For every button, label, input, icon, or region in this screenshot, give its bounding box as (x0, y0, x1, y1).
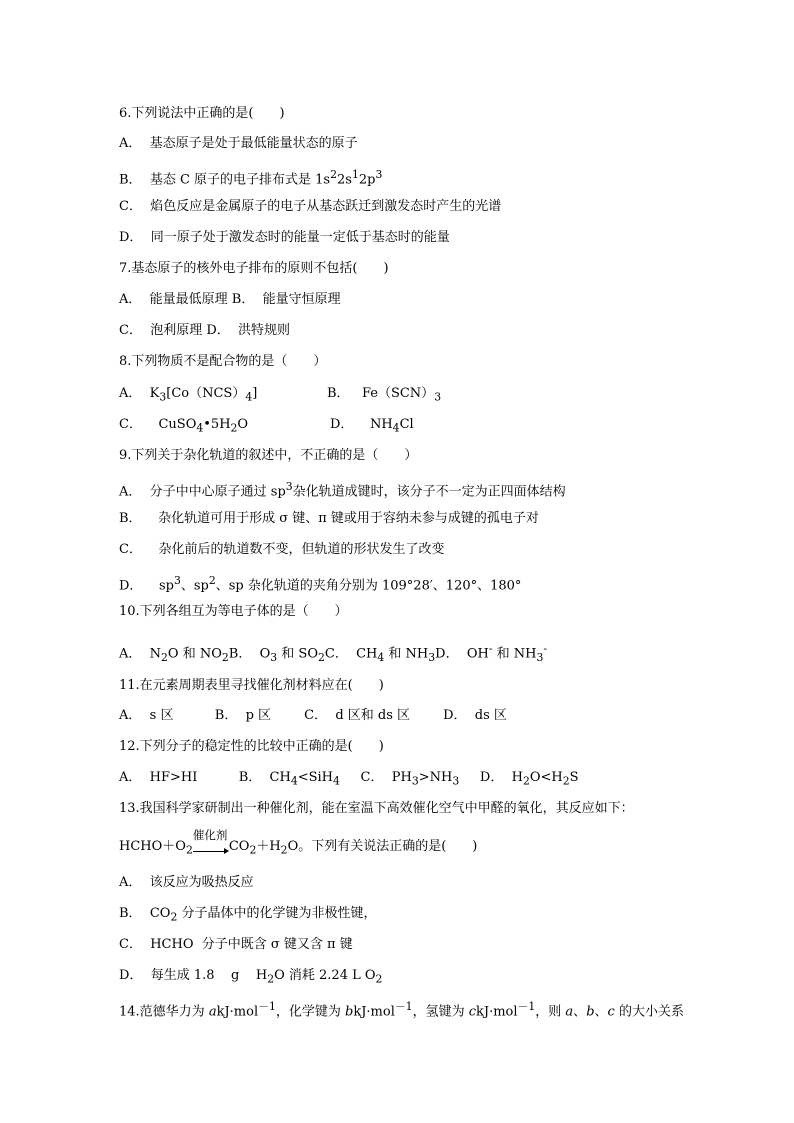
q6-option-d: D． 同一原子处于激发态时的能量一定低于基态时的能量 (119, 230, 450, 245)
q13-equation: $HCHO+O_2$ 催化剂 $CO_2+H_2O$。下列有关说法正确的是( ) (119, 828, 478, 857)
q11-stem: 11.在元素周期表里寻找催化剂材料应在( ) (119, 678, 384, 693)
q6-option-b: B． 基态 C 原子的电子排布式是 $1s^22s^12p^3$ (119, 168, 383, 188)
q12-options: A． HF>HI B． $CH_4<SiH_4$ C． $PH_3>NH_3$ D． $H_2O<H_2S$ (119, 770, 579, 788)
q6-stem: 6.下列说法中正确的是( ) (119, 106, 285, 121)
q6-option-c: C． 焰色反应是金属原子的电子从基态跃迁到激发态时产生的光谱 (119, 199, 502, 214)
q12-stem: 12.下列分子的稳定性的比较中正确的是( ) (119, 739, 384, 754)
catalyst-label: 催化剂 (192, 828, 228, 842)
q9-option-a: A． 分子中中心原子通过 $sp^3$杂化轨道成键时，该分子不一定为正四面体结构 (119, 480, 566, 500)
q11-options: A． s 区 B． p 区 C． d 区和 ds 区 D． ds 区 (119, 708, 507, 723)
q9-option-d: D． $sp^3$、$sp^2$、sp 杂化轨道的夹角分别为 109°28′、120°、180° (119, 574, 522, 594)
q8-option-a: A． $K_3[Co(NCS)_4]$ (119, 386, 258, 404)
q6-option-a: A． 基态原子是处于最低能量状态的原子 (119, 136, 358, 151)
q8-option-d: D． $NH_4Cl$ (330, 417, 414, 435)
q9-stem: 9.下列关于杂化轨道的叙述中，不正确的是（ ） (119, 448, 418, 463)
q9-option-c: C． 杂化前后的轨道数不变，但轨道的形状发生了改变 (119, 542, 445, 557)
q13-stem: 13.我国科学家研制出一种催化剂，能在室温下高效催化空气中甲醛的氧化，其反应如下： (119, 801, 634, 816)
q7-options-ab: A． 能量最低原理 B． 能量守恒原理 (119, 292, 341, 307)
q14-stem: 14.范德华力为 akJ·mol$^{-1}$，化学键为 bkJ·mol$^{-1}$，氢键为 ckJ·mol$^{-1}$，则 a、b、c 的大小关系 (119, 1000, 684, 1020)
q10-stem: 10.下列各组互为等电子体的是（ ） (119, 604, 348, 619)
reaction-arrow-icon (193, 851, 225, 852)
catalyst-arrow (192, 828, 229, 856)
q8-option-c: C． $CuSO_4•5H_2O$ (119, 417, 249, 435)
q10-options: A． $N_2O$ 和 $NO_2B$． $O_3$ 和 $SO_2C$． $CH_4$ 和 $NH_3D$． OH- 和 $NH_3^-$ (119, 642, 548, 664)
q13-option-b: B． $CO_2$ 分子晶体中的化学键为非极性键， (119, 906, 377, 924)
q9-option-b: B． 杂化轨道可用于形成 σ 键、π 键或用于容纳未参与成键的孤电子对 (119, 511, 539, 526)
q7-options-cd: C． 泡利原理 D． 洪特规则 (119, 323, 291, 338)
q7-stem: 7.基态原子的核外电子排布的原则不包括( ) (119, 261, 389, 276)
q8-option-b: B． $Fe(SCN)_3$ (327, 386, 442, 404)
q13-option-c: C． HCHO 分子中既含 σ 键又含 π 键 (119, 937, 353, 952)
q13-option-d: D． 每生成 1.8 g $H_2O$ 消耗 2.24 L $O_2$ (119, 968, 383, 986)
q8-stem: 8.下列物质不是配合物的是（ ） (119, 354, 327, 369)
q13-option-a: A． 该反应为吸热反应 (119, 875, 254, 890)
